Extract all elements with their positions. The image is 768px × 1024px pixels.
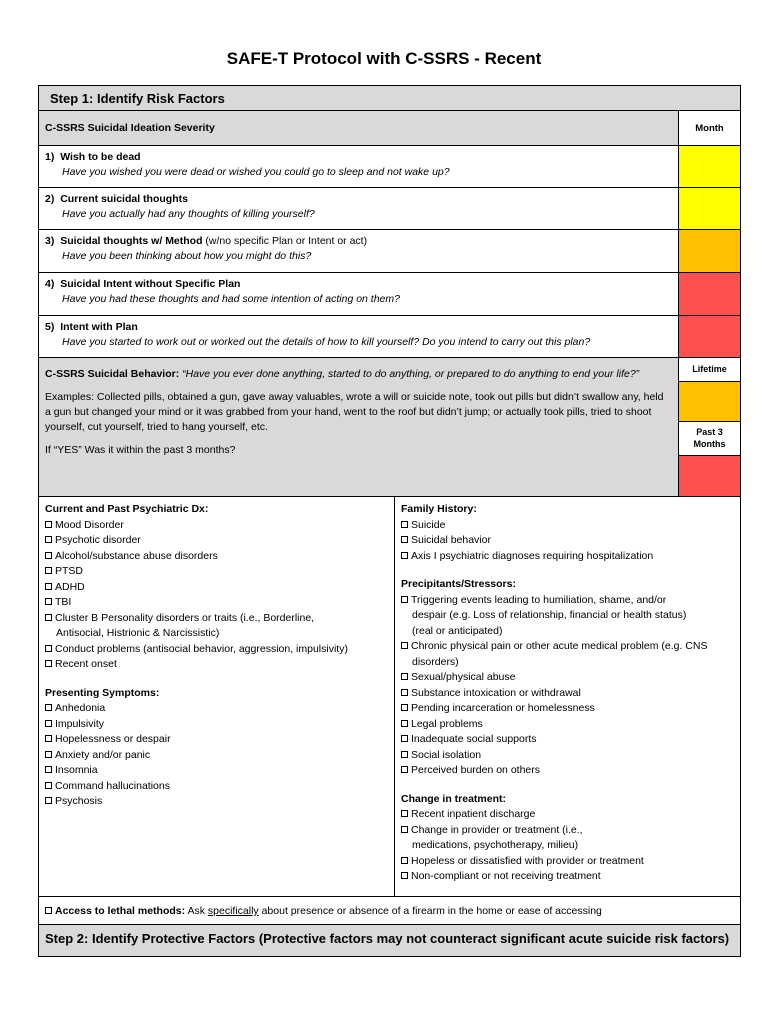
checkbox[interactable] — [401, 810, 408, 817]
checklist-item-label: Inadequate social supports — [411, 733, 537, 745]
checkbox[interactable] — [401, 536, 408, 543]
ideation-question-text — [39, 230, 678, 272]
checkbox[interactable] — [401, 872, 408, 879]
checklist-item — [401, 854, 740, 870]
ideation-questions — [39, 146, 740, 358]
checkbox[interactable] — [45, 782, 52, 789]
behavior-followup: If “YES” Was it within the past 3 months? — [45, 444, 236, 456]
checklist-item — [401, 701, 740, 717]
checkbox[interactable] — [45, 614, 52, 621]
ideation-question-text — [39, 273, 678, 315]
lethal-methods-pre: Ask — [185, 905, 208, 917]
ideation-question-title — [45, 151, 678, 163]
checkbox[interactable] — [401, 596, 408, 603]
checkbox[interactable] — [401, 673, 408, 680]
checklist-item-label: Change in provider or treatment (i.e., — [411, 823, 583, 836]
checkbox[interactable] — [401, 766, 408, 773]
protocol-form — [38, 85, 741, 957]
lethal-methods-checkbox[interactable] — [45, 907, 52, 914]
checklist-item — [401, 549, 740, 565]
checklist-item-label: PTSD — [55, 565, 84, 577]
checklist-item-continuation: medications, psychotherapy, milieu) — [412, 839, 579, 851]
checklist-item — [401, 869, 740, 885]
ideation-question-prompt: Have you wished you were dead or wished you could go to sleep and not wake up? — [62, 166, 450, 178]
checklist-item — [401, 807, 740, 823]
checkbox[interactable] — [45, 735, 52, 742]
checkbox[interactable] — [401, 521, 408, 528]
checklist-item — [45, 779, 394, 795]
checklist-item — [45, 642, 394, 658]
behavior-text — [39, 358, 678, 496]
checklist-item — [45, 717, 394, 733]
ideation-question-number: 2) — [45, 193, 55, 205]
lethal-methods-row — [39, 897, 740, 925]
checklist-item — [45, 533, 394, 549]
ideation-question-prompt: Have you actually had any thoughts of killing yourself? — [62, 208, 315, 220]
psychiatric-dx-list — [45, 518, 394, 673]
checklist-item — [401, 748, 740, 764]
behavior-examples: Examples: Collected pills, obtained a gun, gave away valuables, wrote a will or suicide note, took out pills but didn’t swallow any, held a gun but changed your mind or it was grabbed from your hand, went to the roof but didn’t jump; or actually took pills, tried to shoot yourself, cut yourself, tried to hang yourself, etc. — [45, 391, 664, 433]
checklist-item-label: Mood Disorder — [55, 518, 124, 531]
behavior-label: C-SSRS Suicidal Behavior: — [45, 368, 180, 380]
family-history-list — [401, 518, 740, 565]
checklist-item — [401, 763, 740, 779]
lethal-methods-post: about presence or absence of a firearm in the home or ease of accessing — [258, 905, 602, 917]
risk-level-swatch[interactable] — [678, 316, 740, 357]
right-column — [395, 497, 740, 896]
ideation-question-row — [39, 188, 740, 230]
ideation-question-title — [45, 278, 678, 290]
checklist-item-label: Anhedonia — [55, 702, 106, 714]
checklist-item-label: Hopeless or dissatisfied with provider or treatment — [411, 854, 644, 867]
presenting-symptoms-list — [45, 701, 394, 810]
checklist-item-label: Command hallucinations — [55, 779, 170, 792]
ideation-question-number: 4) — [45, 278, 55, 290]
checkbox[interactable] — [45, 660, 52, 667]
past-3-months-header — [679, 422, 740, 456]
checkbox[interactable] — [45, 598, 52, 605]
checkbox[interactable] — [401, 826, 408, 833]
checklist-item-continuation: despair (e.g. Loss of relationship, financial or health status) — [412, 609, 687, 621]
checklist-item — [45, 657, 394, 673]
checkbox[interactable] — [401, 704, 408, 711]
checklist-item-label: Recent onset — [55, 658, 117, 670]
checklist-item-label: Substance intoxication or withdrawal — [411, 686, 581, 699]
checkbox[interactable] — [401, 720, 408, 727]
presenting-symptoms-header: Presenting Symptoms: — [45, 686, 160, 699]
ideation-question-row — [39, 230, 740, 273]
checklist-item — [401, 823, 740, 839]
ideation-question-name: Current suicidal thoughts — [60, 193, 188, 205]
ideation-severity-header — [39, 111, 740, 146]
checkbox[interactable] — [401, 552, 408, 559]
checkbox[interactable] — [401, 751, 408, 758]
step2-header: Step 2: Identify Protective Factors (Protective factors may not counteract significant acute suicide risk factors) — [39, 925, 740, 956]
ideation-question-title — [45, 235, 678, 247]
left-column — [39, 497, 395, 896]
checklist-item-label: Suicidal behavior — [411, 534, 491, 546]
ideation-question-prompt: Have you been thinking about how you might do this? — [62, 250, 312, 262]
risk-level-swatch[interactable] — [678, 188, 740, 229]
checklist-item-label: Cluster B Personality disorders or traits (i.e., Borderline, — [55, 611, 315, 624]
checklist-item-label: Insomnia — [55, 764, 98, 776]
checkbox[interactable] — [45, 552, 52, 559]
checklist-item-label: Triggering events leading to humiliation, shame, and/or — [411, 593, 667, 606]
checklist-item — [401, 686, 740, 702]
past-3-months-line1: Past 3 — [696, 427, 723, 437]
ideation-question-qualifier: (w/no specific Plan or Intent or act) — [202, 235, 368, 247]
checklist-item-label: Non-compliant or not receiving treatment — [411, 870, 601, 882]
checklist-item-continuation: Antisocial, Histrionic & Narcissistic) — [56, 627, 220, 639]
checkbox[interactable] — [45, 797, 52, 804]
checklist-item — [45, 518, 394, 534]
checkbox[interactable] — [45, 583, 52, 590]
family-history-header: Family History: — [401, 503, 477, 515]
checklist-item — [45, 611, 394, 627]
past-3-months-risk-swatch[interactable] — [679, 456, 740, 496]
checklist-item-label: Psychosis — [55, 795, 103, 807]
past-3-months-line2: Months — [693, 439, 726, 449]
risk-level-swatch[interactable] — [678, 230, 740, 272]
ideation-question-text — [39, 146, 678, 187]
behavior-columns — [678, 358, 740, 496]
lifetime-risk-swatch[interactable] — [679, 382, 740, 422]
ideation-severity-label: C-SSRS Suicidal Ideation Severity — [45, 122, 215, 134]
checklist-item — [45, 763, 394, 779]
checklist-item-label: Conduct problems (antisocial behavior, aggression, impulsivity) — [55, 642, 348, 655]
checklist-item — [401, 593, 740, 609]
checkbox[interactable] — [401, 689, 408, 696]
ideation-question-text — [39, 188, 678, 229]
lethal-methods-label: Access to lethal methods: — [55, 905, 186, 917]
lifetime-header: Lifetime — [679, 358, 740, 382]
ideation-question-row — [39, 146, 740, 188]
ideation-question-title — [45, 321, 678, 333]
ideation-question-name: Intent with Plan — [60, 321, 138, 333]
suicidal-behavior-section — [39, 358, 740, 497]
checkbox[interactable] — [401, 642, 408, 649]
risk-level-swatch[interactable] — [678, 273, 740, 315]
checklist-item-label: Chronic physical pain or other acute medical problem (e.g. CNS — [411, 640, 708, 652]
checklist-item-label: ADHD — [55, 580, 85, 593]
checklist-item-label: Axis I psychiatric diagnoses requiring hospitalization — [411, 549, 654, 562]
checklist-item — [401, 533, 740, 549]
psychiatric-dx-header: Current and Past Psychiatric Dx: — [45, 503, 209, 515]
ideation-question-row — [39, 273, 740, 316]
checklist-item-label: Impulsivity — [55, 717, 105, 730]
checklist-item-continuation: disorders) — [412, 655, 459, 668]
checklist-item-label: Alcohol/substance abuse disorders — [55, 549, 218, 562]
checklist-item — [45, 794, 394, 810]
checkbox[interactable] — [45, 536, 52, 543]
ideation-question-number: 1) — [45, 151, 55, 163]
page-title: SAFE-T Protocol with C-SSRS - Recent — [226, 49, 542, 68]
checklist-item-label: Sexual/physical abuse — [411, 671, 516, 683]
ideation-question-title — [45, 193, 678, 205]
checklist-item — [401, 670, 740, 686]
checklist-item — [45, 549, 394, 565]
checklist-item — [401, 717, 740, 733]
checklist-item — [401, 732, 740, 748]
checklist-item-label: Social isolation — [411, 748, 482, 761]
ideation-question-name: Suicidal Intent without Specific Plan — [60, 278, 241, 290]
checklist-item-label: Legal problems — [411, 717, 483, 730]
checkbox[interactable] — [401, 735, 408, 742]
precipitants-list — [401, 593, 740, 779]
behavior-question: “Have you ever done anything, started to do anything, or prepared to do anything to end your life?” — [179, 368, 640, 380]
treatment-change-list — [401, 807, 740, 885]
checklist-item — [401, 639, 740, 655]
checklist-item-label: Perceived burden on others — [411, 764, 540, 776]
checkbox[interactable] — [45, 720, 52, 727]
checklist-item — [401, 518, 740, 534]
checklist-item — [45, 701, 394, 717]
ideation-question-number: 3) — [45, 235, 55, 247]
ideation-question-prompt: Have you started to work out or worked out the details of how to kill yourself? Do you intend to carry out this plan? — [62, 336, 591, 348]
checkbox[interactable] — [45, 704, 52, 711]
ideation-question-text — [39, 316, 678, 357]
month-column-header: Month — [678, 111, 740, 145]
checklist-item-label: Anxiety and/or panic — [55, 748, 151, 761]
checkbox[interactable] — [45, 567, 52, 574]
ideation-question-name: Suicidal thoughts w/ Method — [60, 235, 203, 247]
treatment-change-header: Change in treatment: — [401, 792, 507, 805]
ideation-question-prompt: Have you had these thoughts and had some intention of acting on them? — [62, 293, 400, 305]
ideation-question-name: Wish to be dead — [60, 151, 141, 163]
lethal-methods-emphasis: specifically — [207, 905, 259, 917]
checklist-item — [45, 580, 394, 596]
risk-level-swatch[interactable] — [678, 146, 740, 187]
checklist-item — [45, 564, 394, 580]
checkbox[interactable] — [45, 645, 52, 652]
checkbox[interactable] — [401, 857, 408, 864]
checklist-item — [45, 595, 394, 611]
checklist-item-continuation: (real or anticipated) — [412, 624, 503, 637]
risk-factors-grid — [39, 497, 740, 897]
checklist-item-label: Psychotic disorder — [55, 534, 141, 546]
checkbox[interactable] — [45, 751, 52, 758]
checkbox[interactable] — [45, 521, 52, 528]
precipitants-header: Precipitants/Stressors: — [401, 578, 516, 590]
ideation-question-row — [39, 316, 740, 358]
checklist-item-label: TBI — [55, 596, 72, 608]
checklist-item-label: Recent inpatient discharge — [411, 808, 536, 820]
checklist-item — [45, 732, 394, 748]
checklist-item-label: Suicide — [411, 518, 446, 531]
checkbox[interactable] — [45, 766, 52, 773]
checklist-item-label: Pending incarceration or homelessness — [411, 702, 595, 714]
ideation-question-number: 5) — [45, 321, 55, 333]
checklist-item-label: Hopelessness or despair — [55, 733, 171, 745]
checklist-item — [45, 748, 394, 764]
step1-header: Step 1: Identify Risk Factors — [39, 86, 740, 111]
